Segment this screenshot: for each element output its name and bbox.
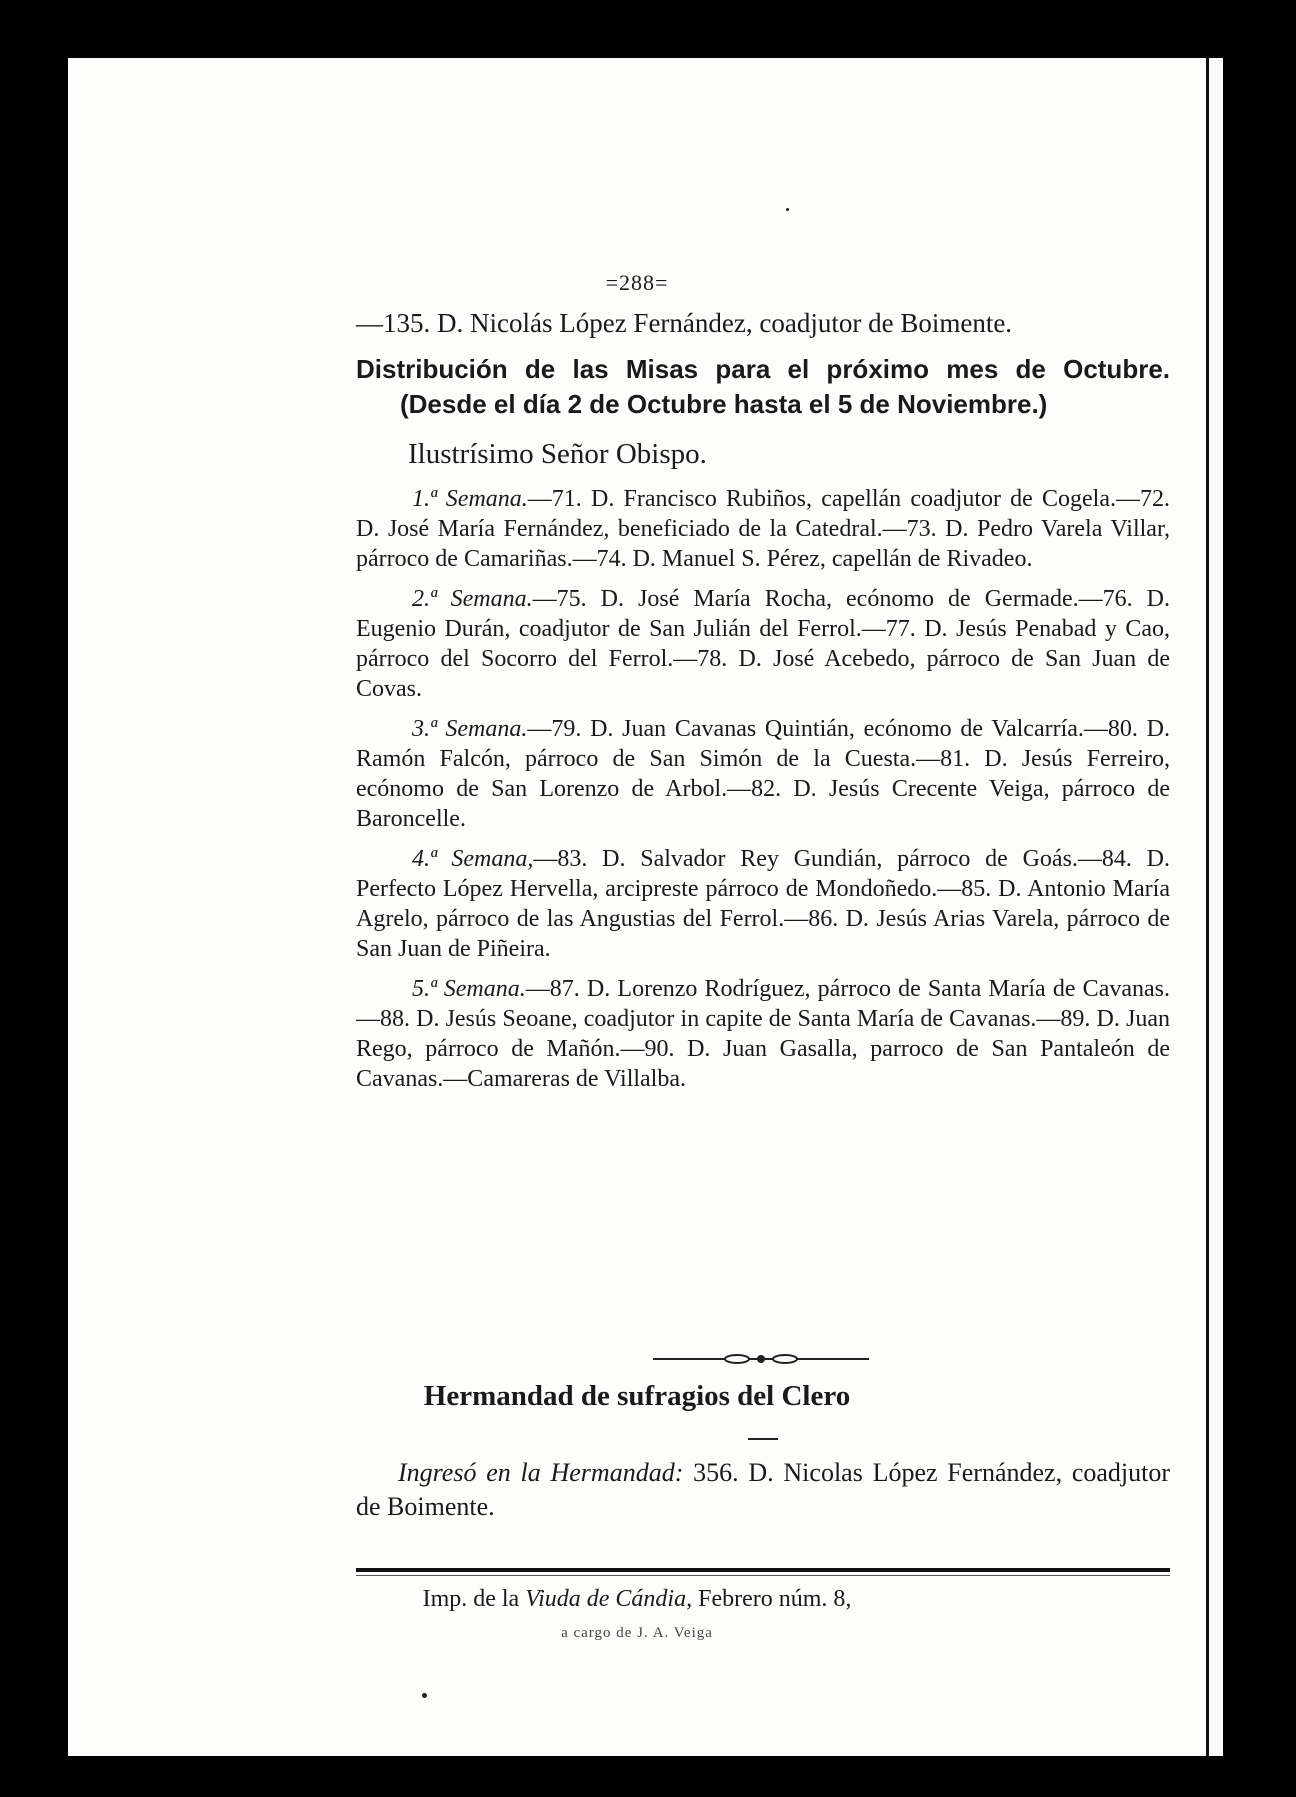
distribution-heading: Distribución de las Misas para el próximo mes de Octubre. (Desde el día 2 de Octubre hasta el 5 de Noviembre.)	[356, 354, 1170, 419]
ink-speck	[786, 208, 789, 211]
scan-left-edge	[0, 0, 22, 1797]
week-label: 3.ª Semana.	[412, 716, 528, 742]
week-4	[356, 844, 1170, 964]
week-text: —79. D. Juan Cavanas Quintián, ecónomo de Valcarría.—80. D. Ramón Falcón, párroco de San Simón de la Cuesta.—81. D. Jesús Ferreiro, ecónomo de San Lorenzo de Arbol.—82. D. Jesús Crecente Veiga, párroco de Baroncelle.	[356, 716, 1170, 832]
week-text: —83. D. Salvador Rey Gundián, párroco de Goás.—84. D. Perfecto López Hervella, arcipreste párroco de Mondoñedo.—85. D. Antonio María Agrelo, párroco de las Angustias del Ferrol.—86. D. Jesús Arias Varela, párroco de San Juan de Piñeira.	[356, 846, 1170, 962]
main-column	[356, 306, 1170, 1094]
week-label: 4.ª Semana,	[412, 846, 534, 872]
week-1	[356, 484, 1170, 574]
footer-rule-thin	[356, 1575, 1170, 1576]
document-page	[68, 58, 1206, 1756]
imprint-line	[68, 1586, 1206, 1613]
week-label: 5.ª Semana.	[412, 976, 526, 1002]
imprint-suffix: Febrero núm. 8,	[698, 1586, 852, 1612]
ingreso-entry	[356, 1456, 1170, 1524]
week-text: —75. D. José María Rocha, ecónomo de Germade.—76. D. Eugenio Durán, coadjutor de San Julián del Ferrol.—77. D. Jesús Penabad y Cao, párroco del Socorro del Ferrol.—78. D. José Acebedo, párroco de San Juan de Covas.	[356, 586, 1171, 702]
ingreso-text: 356. D. Nicolas López Fernández, coadjutor de Boimente.	[356, 1458, 1171, 1521]
ink-speck	[422, 1693, 427, 1698]
week-text: —87. D. Lorenzo Rodríguez, párroco de Santa María de Cavanas.—88. D. Jesús Seoane, coadjutor in capite de Santa María de Cavanas.—89. D. Juan Rego, párroco de Mañón.—90. D. Juan Gasalla, parroco de San Pantaleón de Cavanas.—Camareras de Villalba.	[356, 976, 1170, 1092]
page-number: =288=	[605, 270, 669, 295]
ingreso-block	[356, 1456, 1170, 1524]
week-label: 1.ª Semana.	[412, 486, 528, 512]
hermandad-title: Hermandad de sufragios del Clero	[423, 1380, 851, 1412]
ingreso-label: Ingresó en la Hermandad:	[398, 1458, 684, 1487]
footer-rule	[356, 1568, 1170, 1572]
ornament-icon	[723, 1352, 799, 1366]
ornamental-separator	[653, 1356, 869, 1362]
week-2	[356, 584, 1170, 704]
scan-right-edge	[1206, 58, 1223, 1756]
intro-entry: —135. D. Nicolás López Fernández, coadjutor de Boimente.	[356, 308, 1013, 338]
weeks-list	[356, 484, 1170, 1094]
week-label: 2.ª Semana.	[412, 586, 533, 612]
imprint-subline: a cargo de J. A. Veiga	[561, 1625, 713, 1641]
imprint-prefix: Imp. de la	[422, 1586, 520, 1612]
week-5	[356, 974, 1170, 1094]
week-3	[356, 714, 1170, 834]
bishop-line: Ilustrísimo Señor Obispo.	[408, 438, 707, 470]
short-divider	[748, 1438, 778, 1440]
imprint-name: Viuda de Cándia,	[525, 1586, 693, 1612]
week-text: —71. D. Francisco Rubiños, capellán coadjutor de Cogela.—72. D. José María Fernández, beneficiado de la Catedral.—73. D. Pedro Varela Villar, párroco de Camariñas.—74. D. Manuel S. Pérez, capellán de Rivadeo.	[356, 486, 1170, 572]
